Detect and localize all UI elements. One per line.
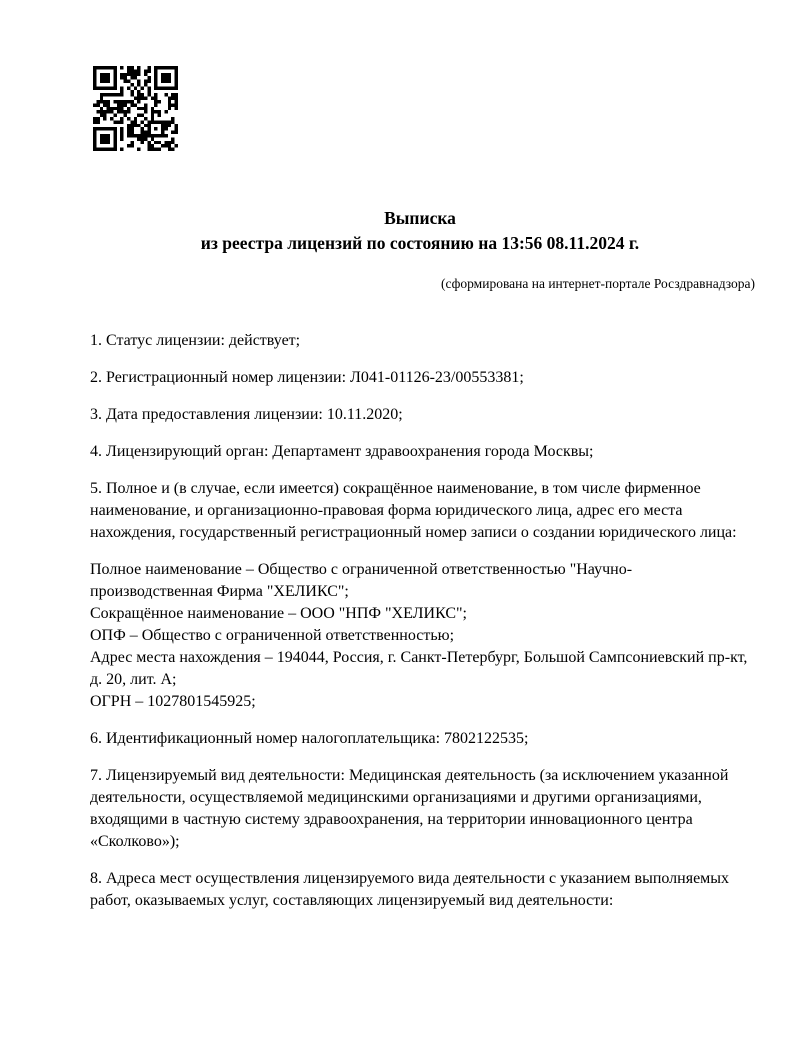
paragraph-licensing-authority: 4. Лицензирующий орган: Департамент здравоохранения города Москвы;	[90, 443, 594, 460]
document-title	[90, 206, 750, 256]
title-line-1: Выписка	[384, 208, 456, 228]
title-line-2: из реестра лицензий по состоянию на 13:56 08.11.2024 г.	[200, 233, 640, 253]
document-body	[90, 330, 748, 927]
paragraph-activity-addresses: 8. Адреса мест осуществления лицензируемого вида деятельности с указанием выполняемых работ, оказываемых услуг, составляющих лицензируемый вид деятельности:	[90, 870, 730, 909]
paragraph-license-status: 1. Статус лицензии: действует;	[90, 332, 301, 349]
formation-note: (сформирована на интернет-портале Росздравнадзора)	[440, 276, 755, 291]
organization-details	[90, 559, 748, 713]
org-full-name: Полное наименование – Общество с ограниченной ответственностью "Научно-производственная Фирма "ХЕЛИКС";	[90, 561, 633, 600]
paragraph-org-name-intro: 5. Полное и (в случае, если имеется) сокращённое наименование, в том числе фирменное наименование, и организационно-правовая форма юридического лица, адрес его места нахождения, государственный регистрационный номер записи о создании юридического лица:	[90, 480, 737, 541]
org-legal-form: ОПФ – Общество с ограниченной ответственностью;	[90, 627, 455, 644]
paragraph-registration-number: 2. Регистрационный номер лицензии: Л041-01126-23/00553381;	[90, 369, 524, 386]
paragraph-inn: 6. Идентификационный номер налогоплательщика: 7802122535;	[90, 730, 529, 747]
paragraph-grant-date: 3. Дата предоставления лицензии: 10.11.2020;	[90, 406, 403, 423]
org-address: Адрес места нахождения – 194044, Россия, г. Санкт-Петербург, Большой Сампсониевский пр-кт, д. 20, лит. А;	[90, 649, 748, 688]
qr-code	[93, 66, 178, 151]
org-ogrn: ОГРН – 1027801545925;	[90, 693, 256, 710]
org-short-name: Сокращённое наименование – ООО "НПФ "ХЕЛИКС";	[90, 605, 467, 622]
paragraph-licensed-activity: 7. Лицензируемый вид деятельности: Медицинская деятельность (за исключением указанной деятельности, осуществляемой медицинскими организациями и другими организациями, входящими в частную систему здравоохранения, на территории инновационного центра «Сколково»);	[90, 767, 729, 850]
